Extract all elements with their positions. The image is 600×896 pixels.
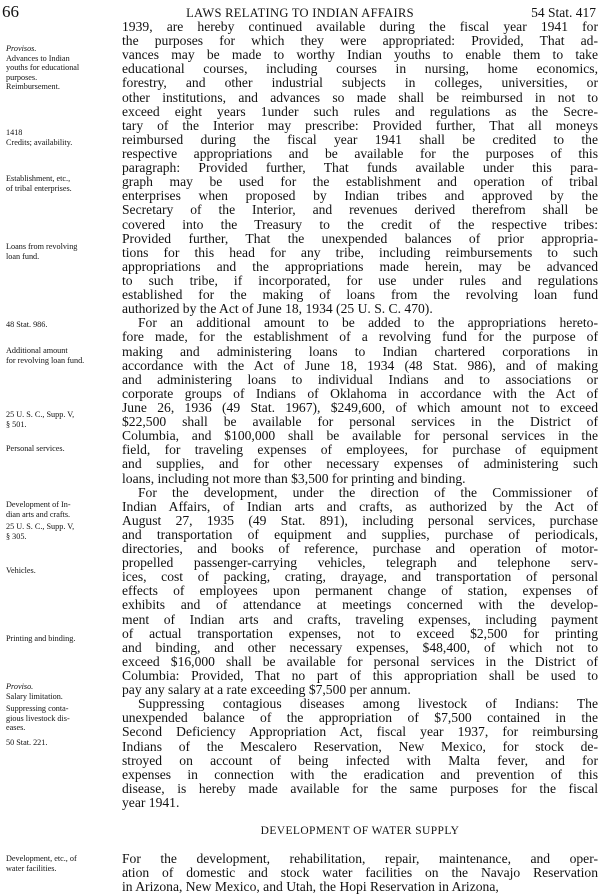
text-line: ation of domestic and stock water facilities on the Navajo Reservation <box>122 865 598 881</box>
margin-note-line: youths for educational <box>6 63 80 72</box>
text-line: covered into the Treasury to the credit of the respective tribes: <box>122 216 598 232</box>
margin-note <box>6 410 116 429</box>
margin-note-line: 25 U. S. C., Supp. V, <box>6 410 75 419</box>
margin-note <box>6 704 116 733</box>
text-line: Indians of the Mescalero Reservation, New Mexico, for stock de- <box>122 738 598 754</box>
text-line: unexpended balance of the appropriation of $7,500 contained in the <box>122 710 598 726</box>
text-line: of actual transportation expenses, not to exceed $2,500 for printing <box>122 625 598 641</box>
text-line: fore made, for the establishment of a revolving fund for the purpose of <box>122 329 598 345</box>
text-line: respective appropriations and be available for the purposes of this <box>122 145 598 161</box>
text-line: the purposes for which they were appropriated: Provided, That ad- <box>122 33 598 49</box>
text-line: Indian Affairs, of Indian arts and crafts, as authorized by the Act of <box>122 498 598 514</box>
margin-note <box>6 346 116 365</box>
text-line: in Arizona, New Mexico, and Utah, the Hopi Reservation in Arizona, <box>122 879 499 895</box>
text-line: and transportation of equipment and supplies, purchase of periodicals, <box>122 526 598 542</box>
text-line: educational courses, including courses in nursing, home economics, <box>122 61 598 77</box>
margin-note <box>6 634 116 644</box>
text-line: exhibits and of attendance at meetings concerned with the develop- <box>122 597 598 613</box>
text-line: tions for this head for any tribe, including reimbursements to such <box>122 244 598 260</box>
margin-note-line: of tribal enterprises. <box>6 183 72 193</box>
text-line: corporate groups of Indians of Oklahoma in accordance with the Act of <box>122 385 598 401</box>
margin-note-line: 25 U. S. C., Supp. V, <box>6 522 75 531</box>
blank-space <box>122 810 598 824</box>
margin-note-line: eases. <box>6 723 26 732</box>
text-line: expenses in connection with the eradication and prevention of this <box>122 766 598 782</box>
margin-note <box>6 44 116 92</box>
text-line: For an additional amount to be added to the appropriations hereto- <box>138 315 598 331</box>
text-line: and administering loans to individual Indians and to associations or <box>122 371 598 387</box>
body-text <box>122 20 598 895</box>
margin-note-line: loan fund. <box>6 251 40 261</box>
margin-note <box>6 128 116 147</box>
text-line: enterprises when proposed by Indian tribes and approved by the <box>122 188 598 204</box>
margin-note-line: Provisos. <box>6 44 37 53</box>
text-line: effects of employees upon permanent change of station, expenses of <box>122 583 598 599</box>
margin-note <box>6 242 116 261</box>
text-line: accordance with the Act of June 18, 1934 (48 Stat. 986), and of making <box>122 357 598 373</box>
text-line: August 27, 1935 (49 Stat. 891), including personal services, purchase <box>122 512 598 528</box>
text-line: vances may be made to worthy Indian youths to enable them to take <box>122 47 598 63</box>
margin-note-line: 1418 <box>6 128 23 137</box>
margin-note <box>6 500 116 519</box>
margin-note <box>6 682 116 701</box>
margin-note-line: Advances to Indian <box>6 53 70 63</box>
margin-note-line: Printing and binding. <box>6 634 76 643</box>
text-line: authorized by the Act of June 18, 1934 (25 U. S. C. 470). <box>122 301 433 317</box>
margin-note <box>6 444 116 454</box>
margin-note-line: Development, etc., of <box>6 854 77 863</box>
margin-note-line: Reimbursement. <box>6 82 60 91</box>
text-line: loans, including not more than $3,500 for printing and binding. <box>122 470 466 486</box>
text-line: to such tribe, if incorporated, for use under rules and regulations <box>122 272 598 288</box>
text-line: reimbursed during the fiscal year 1941 shall be credited to the <box>122 131 598 147</box>
text-line: graph may be used for the establishment and operation of tribal <box>122 174 598 190</box>
margin-note <box>6 566 116 576</box>
margin-note-line: Credits; availability. <box>6 137 73 147</box>
text-line: directories, and books of reference, purchase and operation of motor- <box>122 541 598 557</box>
text-line: exceed $16,000 shall be available for personal services in the District of <box>122 653 598 669</box>
text-line: Provided further, That the unexpended balances of prior appropria- <box>122 230 598 246</box>
margin-note <box>6 854 116 873</box>
text-line: ices, cost of packing, crating, drayage, and transportation of personal <box>122 569 598 585</box>
text-line: making and administering loans to Indian chartered corporations in <box>122 343 598 359</box>
running-title: LAWS RELATING TO INDIAN AFFAIRS <box>186 6 414 20</box>
text-line: For the development, under the direction of the Commissioner of <box>138 484 598 500</box>
text-line: For the development, rehabilitation, repair, maintenance, and oper- <box>122 851 598 867</box>
margin-note-line: 50 Stat. 221. <box>6 738 48 747</box>
margin-note <box>6 320 116 330</box>
text-line: tary of the Interior may prescribe: Provided further, That all moneys <box>122 117 598 133</box>
margin-note-line: Proviso. <box>6 682 34 691</box>
text-line: Columbia: Provided, That no part of this appropriation shall be used to <box>122 668 598 684</box>
margin-note-line: Development of In- <box>6 500 71 509</box>
text-line: Columbia, and $100,000 shall be available for personal services in the <box>122 428 598 444</box>
margin-note-line: water facilities. <box>6 863 57 873</box>
margin-note-line: for revolving loan fund. <box>6 355 85 365</box>
margin-note-line: § 501. <box>6 419 27 429</box>
margin-note-line: gious livestock dis- <box>6 713 70 723</box>
margin-note-line: Personal services. <box>6 444 65 453</box>
text-line: paragraph: Provided further, That funds available under this para- <box>122 160 598 176</box>
text-line: and supplies, and for other necessary expenses of administering such <box>122 456 598 472</box>
text-line: disease, is hereby made available for the same purposes for the fiscal <box>122 780 598 796</box>
margin-note-line: Vehicles. <box>6 566 36 575</box>
text-line: appropriations and the appropriations made herein, may be advanced <box>122 258 598 274</box>
text-line: Second Deficiency Appropriation Act, fiscal year 1937, for reimbursing <box>122 724 598 740</box>
statute-reference: 54 Stat. 417 <box>531 5 596 20</box>
text-line: Suppressing contagious diseases among livestock of Indians: The <box>138 696 598 712</box>
text-line: propelled passenger-carrying vehicles, telegraph and telephone serv- <box>122 555 598 571</box>
text-line: other institutions, and advances so made shall be reimbursed in not to <box>122 89 598 105</box>
text-line: 1939, are hereby continued available during the fiscal year 1941 for <box>122 19 598 34</box>
text-line: ment of Indian arts and crafts, traveling expenses, including payment <box>122 611 598 627</box>
margin-note-line: Establishment, etc., <box>6 174 71 183</box>
text-line: pay any salary at a rate exceeding $7,500 per annum. <box>122 682 411 698</box>
margin-note-line: Loans from revolving <box>6 242 78 251</box>
page-number: 66 <box>2 2 19 21</box>
text-line: Secretary of the Interior, and revenues derived therefrom shall be <box>122 202 598 218</box>
section-heading: DEVELOPMENT OF WATER SUPPLY <box>260 825 460 838</box>
text-line: established for the making of loans from the revolving loan fund <box>122 287 598 303</box>
text-line: June 26, 1936 (49 Stat. 1967), $249,600, of which amount not to exceed <box>122 399 598 415</box>
margin-note <box>6 522 116 541</box>
margin-note-line: Additional amount <box>6 346 68 355</box>
text-line: $22,500 shall be available for personal services in the District of <box>122 414 598 430</box>
blank-space <box>122 838 598 852</box>
text-line: field, for traveling expenses of employees, for purchase of equipment <box>122 442 598 458</box>
text-line: year 1941. <box>122 795 180 811</box>
text-line: exceed eight years 1under such rules and regulations as the Secre- <box>122 103 598 119</box>
text-line: forestry, and other industrial subjects in colleges, universities, or <box>122 75 598 91</box>
margin-note <box>6 174 116 193</box>
margin-note-line: Suppressing conta- <box>6 704 69 713</box>
margin-note-line: Salary limitation. <box>6 691 63 701</box>
text-line: stroyed on account of being infected with Malta fever, and for <box>122 752 598 768</box>
margin-note-line: dian arts and crafts. <box>6 509 71 519</box>
text-line: and binding, and other necessary expenses, $48,400, of which not to <box>122 639 598 655</box>
margin-note-line: 48 Stat. 986. <box>6 320 48 329</box>
margin-note <box>6 738 116 748</box>
margin-note-line: purposes. <box>6 72 38 82</box>
margin-note-line: § 305. <box>6 531 27 541</box>
